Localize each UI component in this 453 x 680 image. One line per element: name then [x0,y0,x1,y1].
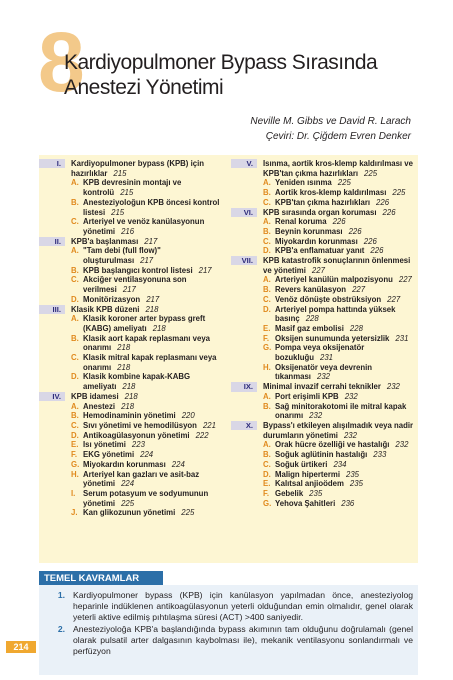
key-concept-number: 1. [57,590,65,600]
toc-section-heading [263,208,418,218]
toc-item-text: Renal koruma [275,217,327,227]
toc-item-page: 225 [121,498,135,508]
toc-item-letter: A. [263,178,271,188]
toc-section-title: Kardiyopulmoner bypass (KPB) için hazırlıklar [71,159,205,178]
toc-section-heading [71,237,224,247]
toc-section-number: IX. [231,382,257,391]
toc-item-text: KPB başlangıcı kontrol listesi [83,265,193,275]
toc-item [71,198,224,217]
key-concept-text: Anesteziyoloğa KPB'a başlandığında bypass akımının tam olduğunu doğrulamalı (genel olarak pulsatil arter dalgasının kaybolması ile), mekanik ventilasyonu sonlandırmalı ve perfüzyon [73,624,413,656]
toc-section-title: KPB sırasında organ koruması [263,207,377,217]
toc-item [71,178,224,197]
toc-item-text: Arteriyel kanülün malpozisyonu [275,275,393,285]
toc-item-letter: A. [263,391,271,401]
toc-item-text: Oksijenatör veya devrenin tıkanması [275,362,373,382]
toc-item-text: Arteriyel pompa hattında yüksek basınç [275,304,396,324]
toc-item-page: 235 [309,488,323,498]
toc-section-number: VI. [231,208,257,217]
toc-item [71,275,224,294]
authors-block [250,114,411,144]
toc-item [263,295,418,305]
toc-section-number: IV. [39,392,65,401]
toc-section-number: II. [39,237,65,246]
toc-item [263,363,418,382]
toc-item-letter: D. [263,246,271,256]
toc-item-text: Akciğer ventilasyonuna son verilmesi [83,275,187,295]
toc-item-page: 215 [111,207,125,217]
chapter-title-line2: Anestezi Yönetimi [64,76,224,99]
toc-item-text: Anesteziyoloğun KPB öncesi kontrol listesi [83,197,220,217]
toc-item [263,198,418,208]
toc-section-page: 218 [124,391,138,401]
toc-item-text: Klasik kombine kapak-KABG ameliyatı [83,372,191,392]
chapter-title [64,50,424,100]
toc-item-letter: G. [263,498,272,508]
toc-section [231,159,418,208]
toc-item [263,440,418,450]
toc-item-page: 218 [122,382,136,392]
toc-item-letter: F. [263,488,270,498]
toc-item [263,343,418,362]
toc-item [263,285,418,295]
toc-section-page: 227 [311,265,325,275]
toc-item-letter: B. [263,401,271,411]
toc-section-heading [263,256,418,275]
toc-item-page: 227 [352,285,366,295]
toc-item-text: Port erişimli KPB [275,391,339,401]
toc-item-text: Kan glikozunun yönetimi [83,508,176,518]
toc-item-text: Klasik koroner arter bypass greft (KABG) ameliyatı [83,314,206,333]
toc-item-letter: A. [71,401,79,411]
toc-section-title: KPB'a başlanması [71,236,139,246]
chapter-title-line1: Kardiyopulmoner Bypass Sırasında [64,51,378,74]
toc-right-column [231,159,418,508]
toc-item [71,411,224,421]
toc-item-letter: A. [263,440,271,450]
toc-item [263,392,418,402]
key-concepts-box [39,585,418,675]
toc-item [263,188,418,198]
toc-item [71,372,224,391]
toc-item-page: 218 [117,362,131,372]
toc-item [263,275,418,285]
toc-item-text: EKG yönetimi [83,450,135,460]
table-of-contents [39,155,418,563]
toc-item [263,217,418,227]
toc-section-number: III. [39,305,65,314]
chapter-number: 8 [38,15,85,109]
toc-section-heading [263,421,418,440]
toc-item [263,305,418,324]
toc-section-heading [71,392,224,402]
toc-item-page: 223 [131,440,145,450]
toc-item [263,324,418,334]
toc-item-letter: D. [71,430,79,440]
toc-item [71,353,224,372]
toc-section [231,208,418,257]
toc-item-page: 218 [117,343,131,353]
toc-item-text: Revers kanülasyon [275,285,347,295]
toc-item-text: Miyokardın korunması [83,459,166,469]
toc-item-page: 228 [305,314,319,324]
toc-item-page: 218 [152,323,166,333]
toc-section-title: KPB katastrofik sonuçlarının önlenmesi ve yönetimi [263,256,411,275]
toc-item-letter: B. [263,450,271,460]
toc-item-letter: B. [263,285,271,295]
toc-section-page: 226 [382,207,396,217]
toc-section-page: 218 [145,304,159,314]
toc-item-page: 224 [140,450,154,460]
toc-item [71,217,224,236]
toc-item-page: 227 [398,275,412,285]
toc-item [71,314,224,333]
toc-item-letter: J. [71,508,78,518]
translator: Çeviri: Dr. Çiğdem Evren Denker [265,131,411,142]
toc-item [263,489,418,499]
toc-item-letter: C. [71,420,79,430]
toc-item-page: 217 [146,294,160,304]
toc-item-page: 218 [121,401,135,411]
toc-item [263,479,418,489]
toc-item [71,334,224,353]
toc-item-letter: C. [71,353,79,363]
toc-section [231,256,418,382]
toc-item-letter: B. [71,197,79,207]
toc-item-text: Soğuk ürtikeri [275,459,328,469]
toc-item-page: 225 [392,188,406,198]
toc-section-page: 232 [386,382,400,392]
toc-item-page: 226 [376,197,390,207]
toc-item-letter: G. [71,459,80,469]
toc-section-title: Isınma, aortik kros-klemp kaldırılması ve KPB'tan çıkma hazırlıkları [263,159,413,178]
toc-item-letter: A. [71,178,79,188]
toc-item-letter: I. [71,488,76,498]
toc-item-text: Isı yönetimi [83,440,126,450]
toc-item-page: 233 [373,450,387,460]
toc-item-text: Klasik aort kapak replasmanı veya onarımı [83,333,210,353]
toc-item-text: Gebelik [275,488,304,498]
toc-section-heading [263,159,418,178]
toc-item-text: Masif gaz embolisi [275,323,344,333]
toc-section-title: Bypass'ı etkileyen alışılmadık veya nadir durumların yönetimi [263,420,414,440]
toc-item [263,499,418,509]
toc-item-letter: F. [71,450,78,460]
toc-item-text: Soğuk aglütinin hastalığı [275,450,368,460]
toc-item-letter: D. [263,304,271,314]
toc-item-page: 232 [344,391,358,401]
toc-item-text: Serum potasyum ve sodyumunun yönetimi [83,488,209,508]
toc-item-page: 215 [120,188,134,198]
toc-item-text: Klasik mitral kapak replasmanı veya onarımı [83,353,217,372]
toc-item-page: 225 [181,508,195,518]
toc-section-title: KPB idamesi [71,391,119,401]
toc-section-page: 215 [113,168,127,178]
toc-item-letter: C. [263,197,271,207]
toc-item-letter: B. [71,265,79,275]
toc-item [263,246,418,256]
toc-item-page: 222 [195,430,209,440]
toc-item-text: Venöz dönüşte obstrüksiyon [275,294,382,304]
toc-section [39,159,224,237]
toc-item [263,178,418,188]
toc-section [231,382,418,421]
toc-item-text: Miyokardın korunması [275,236,358,246]
toc-item-text: "Tam debi (full flow)" oluşturulması [83,246,161,266]
toc-item-page: 232 [395,440,409,450]
toc-item-page: 231 [319,353,333,363]
toc-item [71,246,224,265]
toc-item-letter: A. [263,275,271,285]
toc-item-page: 216 [121,226,135,236]
toc-item-letter: A. [71,314,79,324]
key-concept-text: Kardiyopulmoner bypass (KPB) için kanülasyon yapılmadan önce, anesteziyolog heparinle indüklenen antikoagülasyonun yeterli olduğundan emin olmalıdır, genel olarak yeterli aktive edilmiş pıhtılaşma süresi (ACT) >400 saniyedir. [73,590,413,622]
toc-item-page: 221 [202,420,216,430]
authors: Neville M. Gibbs ve David R. Larach [250,116,411,127]
toc-item-text: Yehova Şahitleri [275,498,336,508]
toc-item-text: Yeniden ısınma [275,178,332,188]
toc-item-letter: B. [263,188,271,198]
toc-section [39,305,224,392]
toc-section-title: Minimal invazif cerrahi teknikler [263,382,381,392]
toc-item [71,266,224,276]
toc-item-text: Oksijen sunumunda yetersizlik [275,333,390,343]
toc-item-letter: C. [71,275,79,285]
toc-item-letter: A. [71,246,79,256]
toc-section-heading [263,382,418,392]
toc-item-letter: C. [263,236,271,246]
toc-item-text: Arteriyel ve venöz kanülasyonun yönetimi [83,217,205,236]
toc-item-letter: C. [71,217,79,227]
toc-item-page: 224 [121,479,135,489]
toc-item-page: 220 [181,411,195,421]
toc-item-letter: B. [263,226,271,236]
toc-item-letter: D. [71,294,79,304]
toc-item-letter: E. [263,479,271,489]
toc-item [71,508,224,518]
toc-item-page: 226 [348,226,362,236]
toc-section [39,392,224,518]
toc-item-letter: A. [263,217,271,227]
toc-item [263,334,418,344]
toc-item-page: 235 [345,469,359,479]
toc-item-page: 226 [363,236,377,246]
toc-item-page: 226 [370,246,384,256]
toc-section-number: I. [39,159,65,168]
toc-item-page: 227 [387,294,401,304]
toc-item-letter: C. [263,459,271,469]
toc-item-page: 228 [349,323,363,333]
toc-item-text: Sağ minitorakotomi ile mitral kapak onarımı [275,401,407,421]
toc-section-number: X. [231,421,257,430]
key-concepts-header: TEMEL KAVRAMLAR [39,571,163,586]
toc-item-letter: G. [263,343,272,353]
toc-section-heading [71,159,224,178]
toc-item-text: KPB'a enflamatuar yanıt [275,246,365,256]
toc-item-letter: D. [263,469,271,479]
toc-item-text: Orak hücre özelliği ve hastalığı [275,440,390,450]
toc-item-letter: F. [263,333,270,343]
toc-item [263,227,418,237]
key-concept-item [39,624,413,657]
toc-item [263,470,418,480]
toc-section-title: Klasik KPB düzeni [71,304,140,314]
toc-item-text: Malign hipertermi [275,469,340,479]
toc-item-letter: E. [71,440,79,450]
toc-item [71,489,224,508]
toc-item-text: KPB'tan çıkma hazırlıkları [275,197,371,207]
toc-item [71,460,224,470]
toc-section-number: VII. [231,256,257,265]
toc-item-letter: B. [71,333,79,343]
toc-section [231,421,418,508]
page-number: 214 [6,641,36,653]
toc-item-page: 236 [341,498,355,508]
toc-item-letter: C. [263,294,271,304]
toc-item [71,440,224,450]
toc-item-text: Anestezi [83,401,116,411]
toc-item-page: 225 [337,178,351,188]
toc-item-text: Arteriyel kan gazları ve asit-baz yönetimi [83,469,200,489]
toc-item [263,402,418,421]
toc-item-text: Sıvı yönetimi ve hemodilüsyon [83,420,197,430]
key-concept-item [39,590,413,623]
toc-section [39,237,224,305]
toc-item-page: 217 [122,285,136,295]
toc-item-letter: E. [263,323,271,333]
toc-item-page: 224 [171,459,185,469]
key-concept-number: 2. [57,624,65,634]
toc-item-page: 235 [349,479,363,489]
toc-item-letter: H. [263,362,271,372]
toc-item-page: 234 [333,459,347,469]
toc-item-page: 232 [316,372,330,382]
toc-left-column [39,159,224,518]
toc-section-heading [71,305,224,315]
toc-item-letter: D. [71,372,79,382]
toc-item-text: Aortik kros-klemp kaldırılması [275,188,387,198]
toc-section-number: V. [231,159,257,168]
toc-item-page: 217 [140,256,154,266]
toc-item-text: Beynin korunması [275,226,343,236]
toc-item [71,295,224,305]
toc-item [71,431,224,441]
toc-item-text: Kalıtsal anjioödem [275,479,344,489]
toc-item [71,450,224,460]
toc-item [71,421,224,431]
toc-item-letter: B. [71,411,79,421]
toc-item-page: 232 [309,411,323,421]
toc-section-page: 225 [364,168,378,178]
toc-item [263,450,418,460]
toc-item-text: Monitörizasyon [83,294,141,304]
toc-item [71,470,224,489]
toc-item-text: KPB devresinin montajı ve kontrolü [83,178,182,198]
toc-item [263,460,418,470]
toc-section-page: 232 [343,430,357,440]
toc-item-page: 226 [332,217,346,227]
toc-item-text: Hemodinaminin yönetimi [83,411,176,421]
toc-item-text: Pompa veya oksijenatör bozukluğu [275,343,365,363]
toc-item-letter: H. [71,469,79,479]
toc-section-page: 217 [144,236,158,246]
toc-item-page: 231 [395,333,409,343]
toc-item-page: 217 [198,265,212,275]
toc-item [71,402,224,412]
toc-item [263,237,418,247]
toc-item-text: Antikoagülasyonun yönetimi [83,430,190,440]
